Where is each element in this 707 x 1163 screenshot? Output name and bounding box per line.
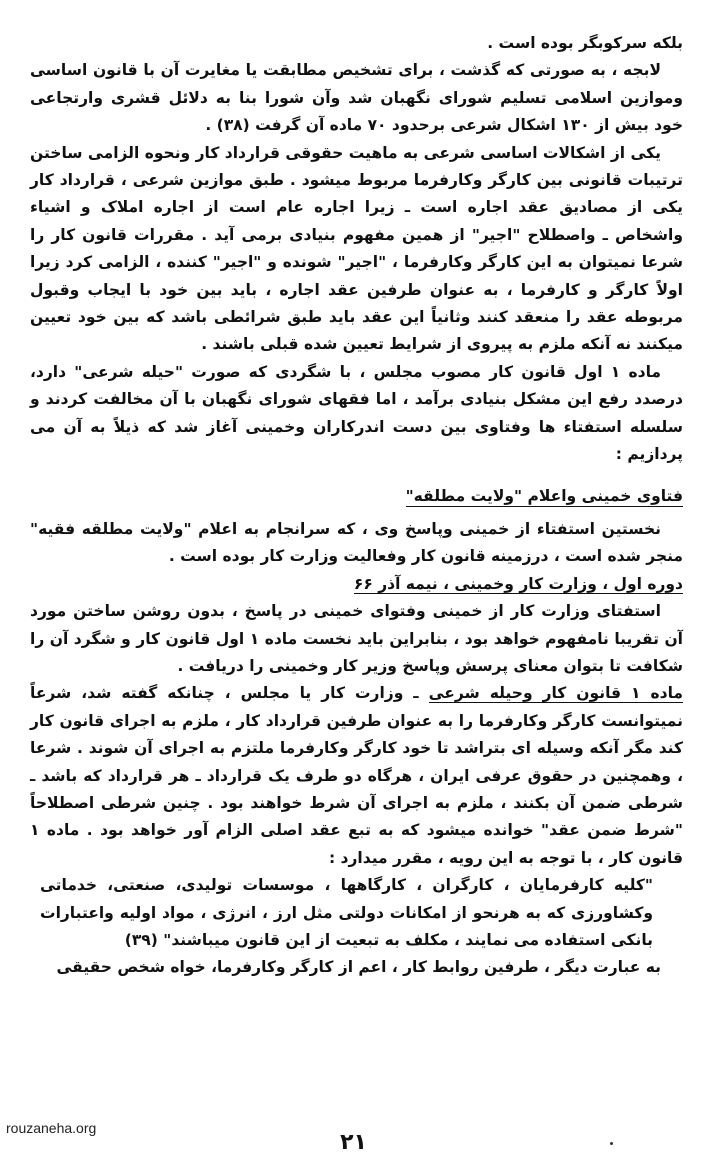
watermark: rouzaneha.org <box>6 1120 97 1136</box>
paragraph: به عبارت دیگر ، طرفین روابط کار ، اعم از کارگر وکارفرما، خواه شخص حقیقی <box>56 958 661 977</box>
paragraph: ماده ۱ اول قانون کار مصوب مجلس ، با شگردی که صورت "حیله شرعی" دارد، درصدد رفع این مشکل بنیادی برآمد ، اما فقهای شورای نگهبان با آن مخالفت کردند و سلسله استفتاء ها وفتاوی بین دست اندرکاران وخمینی آغاز شد که ذیلاً به آن می پردازیم : <box>30 362 683 464</box>
page-number: ۲۱ <box>340 1130 367 1155</box>
paragraph: لابجه ، به صورتی که گذشت ، برای تشخیص مطابقت یا مغایرت آن با قانون اساسی وموازین اسلامی تسلیم شورای نگهبان شد وآن شورا بنا به دلائل قشری وارتجاعی خود بیش از ۱۳۰ اشکال شرعی برحدود ۷۰ ماده آن گرفت (۳۸) . <box>30 61 683 135</box>
paragraph: بلکه سرکوبگر بوده است . <box>487 34 683 52</box>
paragraph: یکی از اشکالات اساسی شرعی به ماهیت حقوقی قرارداد کار ونحوه الزامی ساختن ترتیبات قانونی بین کارگر وکارفرما مربوط میشود . طبق موازین شرعی ، قرارداد کار یکی از مصادیق عقد اجاره است ـ زیرا اجاره عام است از اجاره املاک و اشیاء واشخاص ـ واصطلاح "اجیر" از همین مفهوم بنیادی برمی آید . مقررات قانون کار را شرعا نمیتوان به این کارگر وکارفرما ، "اجیر" شونده و "اجیر" کننده ، الزامی کرد زیرا اولاً کارگر و کارفرما ، به عنوان طرفین عقد اجاره ، باید بین خود با ایجاب وقبول مربوطه عقد را منعقد کنند وثانیاً این عقد باید طبق شرائطی باشد که بین خود تعیین میکنند نه آنکه ملزم به پیروی از شرایط تعیین شده قبلی باشند . <box>30 143 683 354</box>
paragraph-text: ـ وزارت کار یا مجلس ، چنانکه گفته شد، شرعاً نمیتوانست کارگر وکارفرما را به عنوان طرفین قرارداد کار ، ملزم به اجرای قانون کار کند مگر آنکه وسیله ای بتراشد تا خود کارگر وکارفرما ملتزم به اجرای آن شوند . شرعا ، وهمچنین در حقوق عرفی ایران ، هرگاه دو طرف یک قرارداد ـ هر قرارداد که باشد ـ شرطی ضمن آن بکنند ، ملزم به اجرای آن شرط خواهند بود . چنین شرطی اصطلاحاً "شرط ضمن عقد" خوانده میشود که به تبع عقد اصلی الزام آور خواهد بود . ماده ۱ قانون کار ، با توجه به این رویه ، مقرر میدارد : <box>30 684 683 867</box>
section-heading-text: فتاوی خمینی واعلام "ولایت مطلقه" <box>405 486 683 505</box>
subsection-heading <box>30 571 683 598</box>
paragraph: استفتای وزارت کار از خمینی وفتوای خمینی در پاسخ ، بدون روشن ساختن مورد آن تقریبا نامفهوم خواهد بود ، بنابراین باید نخست ماده ۱ اول قانون کار و شگرد آن را شکافت تا بتوان معنای پرسش وپاسخ وزیر کار وخمینی را دریافت . <box>30 602 683 675</box>
quotation: "کلیه کارفرمایان ، کارگران ، کارگاهها ، موسسات تولیدی، صنعتی، خدماتی وکشاورزی که به هرنحو از امکانات دولتی مثل ارز ، انرژی ، مواد اولیه واعتبارات بانکی استفاده می نمایند ، مکلف به تبعیت از این قانون میباشند" (۳۹) <box>40 876 653 949</box>
subsection-heading-text: دوره اول ، وزارت کار وخمینی ، نیمه آذر ۶۶ <box>353 574 683 593</box>
page-text <box>30 30 683 982</box>
section-heading <box>30 483 683 510</box>
page-mark <box>610 1142 613 1145</box>
paragraph <box>30 680 683 872</box>
subsection-heading-text: ماده ۱ قانون کار وحیله شرعی <box>428 684 684 703</box>
paragraph: نخستین استفتاء از خمینی وپاسخ وی ، که سرانجام به اعلام "ولایت مطلقه فقیه" منجر شده است ، درزمینه قانون کار وفعالیت وزارت کار بوده است . <box>30 519 683 566</box>
